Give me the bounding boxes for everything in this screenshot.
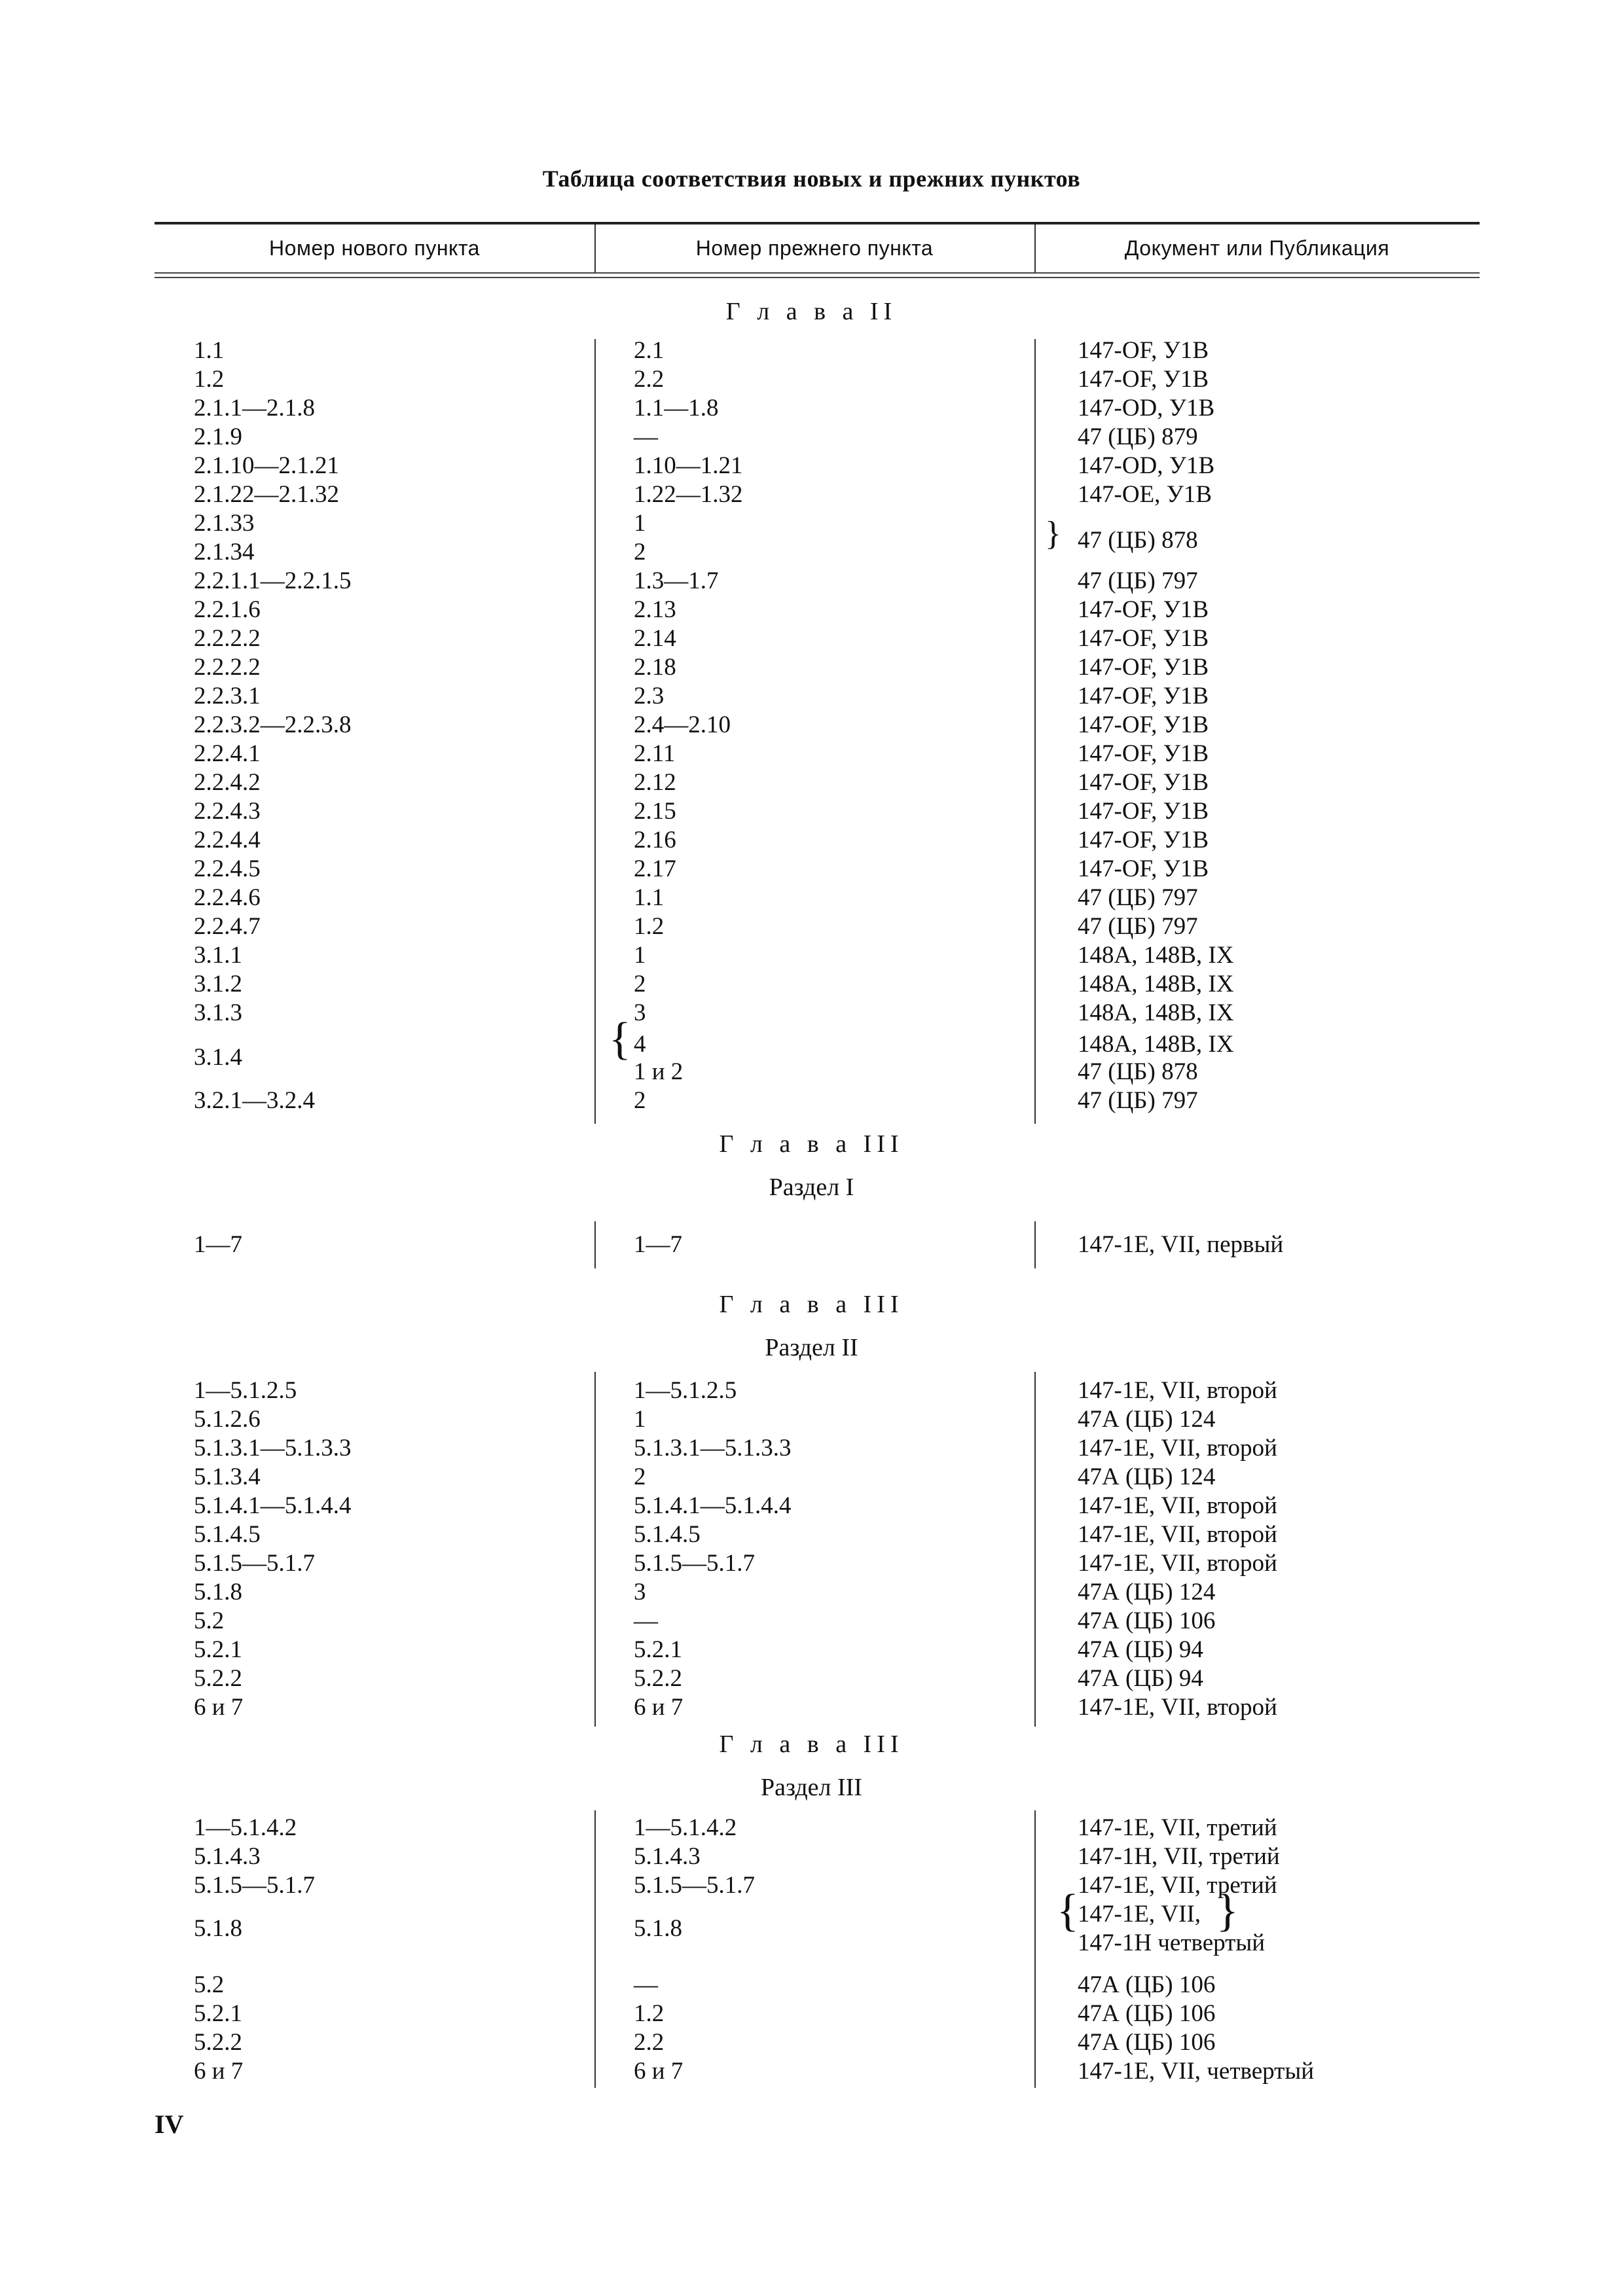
column-divider [594, 1372, 596, 1727]
document-reference: 47А (ЦБ) 106 [1078, 1607, 1216, 1634]
old-item-number: 2.11 [634, 740, 676, 767]
new-item-number: 3.1.3 [194, 999, 242, 1026]
new-item-number: 2.2.4.5 [194, 855, 261, 882]
document-reference: 147-OF, У1В [1078, 769, 1209, 796]
old-item-number: — [634, 1607, 658, 1634]
new-item-number: 5.2.1 [194, 2000, 242, 2027]
old-item-number: 6 и 7 [634, 1694, 684, 1721]
column-header-doc: Документ или Публикация [1124, 236, 1390, 260]
old-item-number: 2.1 [634, 337, 665, 364]
document-reference: 147-OD, У1В [1078, 452, 1215, 479]
document-reference: 47А (ЦБ) 124 [1078, 1463, 1216, 1490]
document-reference: 147-1Е, VII, третий [1078, 1814, 1277, 1841]
brace-glyph: { [609, 1014, 631, 1064]
document-reference: 47 (ЦБ) 797 [1078, 913, 1198, 940]
old-item-number: 2.13 [634, 596, 676, 623]
new-item-number: 2.2.4.4 [194, 827, 261, 853]
old-item-number: 2.2 [634, 366, 665, 393]
document-reference: 47А (ЦБ) 106 [1078, 2000, 1216, 2027]
column-divider [594, 339, 596, 1124]
new-item-number: 2.2.2.2 [194, 625, 261, 652]
new-item-number: 5.1.2.6 [194, 1406, 261, 1433]
old-item-number: 2.2 [634, 2029, 665, 2056]
new-item-number: 2.2.4.2 [194, 769, 261, 796]
new-item-number: 5.1.4.1—5.1.4.4 [194, 1492, 352, 1519]
new-item-number: 5.2.1 [194, 1636, 242, 1663]
document-reference: 47А (ЦБ) 106 [1078, 1971, 1216, 1998]
column-header-new: Номер нового пункта [269, 236, 480, 260]
column-divider [1034, 1372, 1036, 1727]
document-reference: 147-1Е, VII, первый [1078, 1231, 1284, 1258]
new-item-number: 5.1.3.1—5.1.3.3 [194, 1435, 352, 1462]
document-reference: 47 (ЦБ) 797 [1078, 567, 1198, 594]
document-reference: 47А (ЦБ) 124 [1078, 1579, 1216, 1605]
new-item-number: 2.2.2.2 [194, 654, 261, 681]
document-reference: 147-OF, У1В [1078, 740, 1209, 767]
old-item-number: 5.2.1 [634, 1636, 682, 1663]
old-item-number: 2.15 [634, 798, 676, 825]
old-item-number: 1.10—1.21 [634, 452, 743, 479]
brace-glyph: } [1045, 515, 1061, 552]
old-item-number: 2.17 [634, 855, 676, 882]
header-bottom-rule [155, 277, 1480, 278]
old-item-number: 5.1.4.3 [634, 1843, 701, 1870]
document-reference: 148А, 148В, IX [1078, 1031, 1234, 1058]
new-item-number: 1—5.1.2.5 [194, 1377, 297, 1404]
column-divider [1034, 339, 1036, 1124]
document-reference: 47А (ЦБ) 106 [1078, 2029, 1216, 2056]
header-bottom-rule [155, 272, 1480, 274]
new-item-number: 2.1.9 [194, 423, 242, 450]
old-item-number: 2 [634, 1087, 646, 1114]
new-item-number: 5.1.8 [194, 1915, 242, 1942]
chapter-heading: Г л а в а III [719, 1731, 904, 1758]
old-item-number: 1.22—1.32 [634, 481, 743, 508]
old-item-number: 1—5.1.2.5 [634, 1377, 737, 1404]
old-item-number: 1.3—1.7 [634, 567, 719, 594]
document-reference: 147-1Н, VII, третий [1078, 1843, 1280, 1870]
new-item-number: 3.1.2 [194, 971, 242, 997]
document-reference: 147-1Е, VII, второй [1078, 1492, 1277, 1519]
old-item-number: 6 и 7 [634, 2058, 684, 2085]
new-item-number: 5.2 [194, 1607, 225, 1634]
new-item-number: 2.2.1.6 [194, 596, 261, 623]
document-reference: 148А, 148В, IX [1078, 999, 1234, 1026]
document-reference: 47А (ЦБ) 94 [1078, 1636, 1203, 1663]
new-item-number: 2.1.22—2.1.32 [194, 481, 339, 508]
new-item-number: 2.1.10—2.1.21 [194, 452, 339, 479]
new-item-number: 2.2.3.1 [194, 683, 261, 709]
document-reference: 47 (ЦБ) 878 [1078, 527, 1198, 554]
document-reference: 47 (ЦБ) 797 [1078, 1087, 1198, 1114]
document-reference: 47 (ЦБ) 797 [1078, 884, 1198, 911]
new-item-number: 2.2.3.2—2.2.3.8 [194, 711, 352, 738]
new-item-number: 6 и 7 [194, 1694, 244, 1721]
old-item-number: 1 [634, 510, 646, 537]
document-reference: 147-OF, У1В [1078, 827, 1209, 853]
old-item-number: 2.16 [634, 827, 676, 853]
document-reference: 147-OF, У1В [1078, 596, 1209, 623]
column-divider [594, 1810, 596, 2088]
document-reference: 47 (ЦБ) 878 [1078, 1058, 1198, 1085]
new-item-number: 5.2 [194, 1971, 225, 1998]
old-item-number: 1—5.1.4.2 [634, 1814, 737, 1841]
old-item-number: 1.2 [634, 913, 665, 940]
old-item-number: 3 [634, 999, 646, 1026]
document-reference: 47 (ЦБ) 879 [1078, 423, 1198, 450]
old-item-number: 1.2 [634, 2000, 665, 2027]
column-divider [594, 1221, 596, 1268]
document-reference: 47А (ЦБ) 124 [1078, 1406, 1216, 1433]
old-item-number: 3 [634, 1579, 646, 1605]
document-reference: 147-OF, У1В [1078, 625, 1209, 652]
new-item-number: 3.1.1 [194, 942, 242, 969]
new-item-number: 3.1.4 [194, 1044, 242, 1071]
old-item-number: 1 [634, 1406, 646, 1433]
old-item-number: 1 и 2 [634, 1058, 684, 1085]
table-title: Таблица соответствия новых и прежних пунктов [542, 166, 1081, 192]
new-item-number: 5.1.3.4 [194, 1463, 261, 1490]
old-item-number: 2.12 [634, 769, 676, 796]
new-item-number: 1—5.1.4.2 [194, 1814, 297, 1841]
old-item-number: 5.2.2 [634, 1665, 682, 1692]
new-item-number: 2.1.34 [194, 539, 255, 565]
new-item-number: 2.2.4.1 [194, 740, 261, 767]
document-reference: 147-OF, У1В [1078, 366, 1209, 393]
new-item-number: 2.2.4.6 [194, 884, 261, 911]
document-reference: 147-OD, У1В [1078, 395, 1215, 422]
old-item-number: 5.1.5—5.1.7 [634, 1550, 755, 1577]
old-item-number: 2.3 [634, 683, 665, 709]
document-reference: 147-OF, У1В [1078, 711, 1209, 738]
old-item-number: 1.1 [634, 884, 665, 911]
new-item-number: 3.2.1—3.2.4 [194, 1087, 315, 1114]
old-item-number: 1.1—1.8 [634, 395, 719, 422]
old-item-number: 5.1.5—5.1.7 [634, 1872, 755, 1899]
new-item-number: 6 и 7 [194, 2058, 244, 2085]
old-item-number: 5.1.3.1—5.1.3.3 [634, 1435, 792, 1462]
document-reference: 147-OF, У1В [1078, 683, 1209, 709]
section-heading: Раздел II [765, 1334, 858, 1361]
document-reference: 147-1Е, VII, второй [1078, 1377, 1277, 1404]
column-header-old: Номер прежнего пункта [695, 236, 934, 260]
document-reference: 147-1Е, VII, второй [1078, 1521, 1277, 1548]
page-number: IV [155, 2109, 184, 2139]
brace-glyph: } [1216, 1886, 1239, 1936]
document-reference: 147-1Е, VII, второй [1078, 1550, 1277, 1577]
chapter-heading: Г л а в а III [719, 1291, 904, 1318]
new-item-number: 2.2.1.1—2.2.1.5 [194, 567, 352, 594]
old-item-number: 2 [634, 1463, 646, 1490]
document-reference: 147-1Е, VII, второй [1078, 1435, 1277, 1462]
brace-glyph: { [1057, 1886, 1079, 1936]
old-item-number: 2.18 [634, 654, 676, 681]
document-reference: 147-OF, У1В [1078, 798, 1209, 825]
new-item-number: 2.2.4.3 [194, 798, 261, 825]
old-item-number: 1—7 [634, 1231, 682, 1258]
old-item-number: 2.14 [634, 625, 676, 652]
new-item-number: 1.2 [194, 366, 225, 393]
new-item-number: 2.2.4.7 [194, 913, 261, 940]
new-item-number: 5.1.4.3 [194, 1843, 261, 1870]
document-reference: 147-1Е, VII, [1078, 1901, 1201, 1928]
chapter-heading: Г л а в а II [725, 298, 898, 325]
new-item-number: 5.1.5—5.1.7 [194, 1872, 315, 1899]
column-divider [1034, 1221, 1036, 1268]
chapter-heading: Г л а в а III [719, 1130, 904, 1158]
document-reference: 147-OF, У1В [1078, 855, 1209, 882]
document-reference: 147-1Е, VII, второй [1078, 1694, 1277, 1721]
document-reference: 147-OF, У1В [1078, 654, 1209, 681]
column-divider [1034, 1810, 1036, 2088]
document-reference: 147-1Е, VII, четвертый [1078, 2058, 1315, 2085]
new-item-number: 1—7 [194, 1231, 242, 1258]
old-item-number: 2 [634, 539, 646, 565]
old-item-number: 5.1.4.5 [634, 1521, 701, 1548]
new-item-number: 5.2.2 [194, 2029, 242, 2056]
new-item-number: 2.1.1—2.1.8 [194, 395, 315, 422]
old-item-number: 2 [634, 971, 646, 997]
new-item-number: 5.1.8 [194, 1579, 242, 1605]
document-reference: 147-1Н четвертый [1078, 1929, 1266, 1956]
new-item-number: 5.2.2 [194, 1665, 242, 1692]
new-item-number: 5.1.4.5 [194, 1521, 261, 1548]
old-item-number: 2.4—2.10 [634, 711, 731, 738]
document-reference: 147-OE, У1В [1078, 481, 1213, 508]
old-item-number: — [634, 1971, 658, 1998]
section-heading: Раздел I [769, 1174, 854, 1201]
old-item-number: 4 [634, 1031, 646, 1058]
new-item-number: 5.1.5—5.1.7 [194, 1550, 315, 1577]
new-item-number: 2.1.33 [194, 510, 255, 537]
document-reference: 148А, 148В, IX [1078, 942, 1234, 969]
document-reference: 47А (ЦБ) 94 [1078, 1665, 1203, 1692]
section-heading: Раздел III [761, 1774, 862, 1801]
old-item-number: 5.1.4.1—5.1.4.4 [634, 1492, 792, 1519]
document-reference: 147-OF, У1В [1078, 337, 1209, 364]
document-reference: 148А, 148В, IX [1078, 971, 1234, 997]
old-item-number: 5.1.8 [634, 1915, 682, 1942]
new-item-number: 1.1 [194, 337, 225, 364]
old-item-number: — [634, 423, 658, 450]
old-item-number: 1 [634, 942, 646, 969]
document-reference: 147-1Е, VII, третий [1078, 1872, 1277, 1899]
